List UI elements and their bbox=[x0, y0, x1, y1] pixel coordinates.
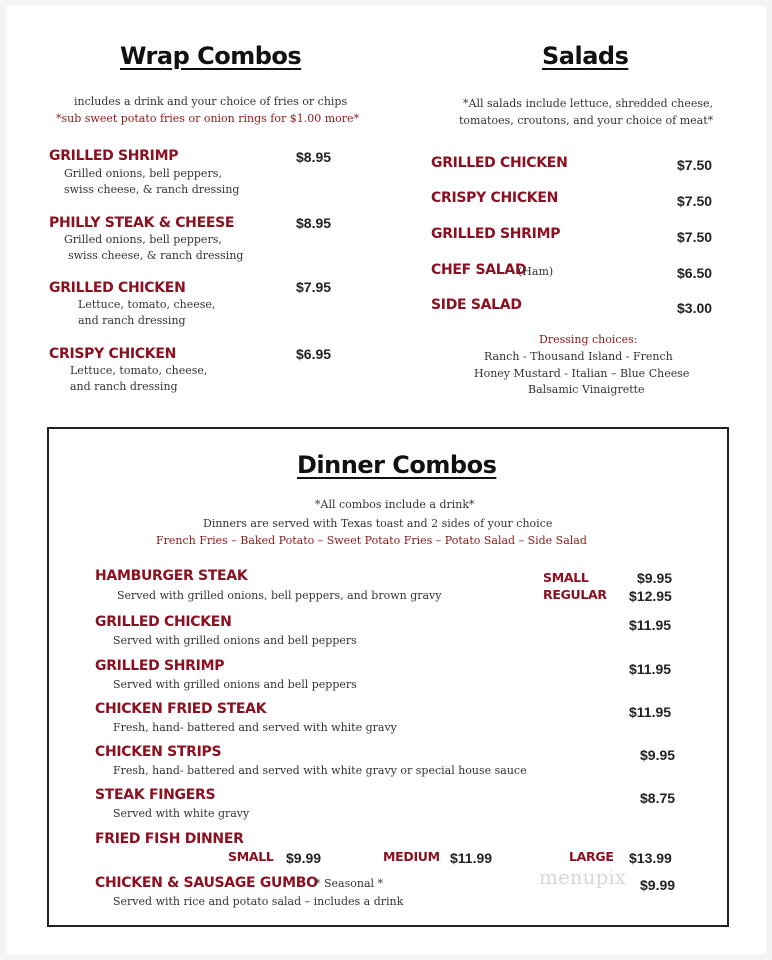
wrap-item-name: CRISPY CHICKEN bbox=[49, 346, 177, 362]
salad-item-price: $3.00 bbox=[677, 300, 713, 316]
wrap-item-desc: swiss cheese, & ranch dressing bbox=[64, 183, 240, 196]
dinner-item-price: $11.95 bbox=[629, 617, 672, 633]
dinner-item-name: GRILLED CHICKEN bbox=[95, 614, 232, 630]
dinner-item-price: $8.75 bbox=[640, 790, 676, 806]
dinner-item-desc: Fresh, hand- battered and served with white gravy or special house sauce bbox=[113, 764, 527, 777]
salad-item-name: GRILLED SHRIMP bbox=[431, 226, 561, 242]
dinner-item-price: $9.99 bbox=[640, 877, 676, 893]
dinner-item-price: $9.95 bbox=[640, 747, 676, 763]
wrap-item-price: $8.95 bbox=[296, 149, 332, 165]
wrap-item-desc: and ranch dressing bbox=[78, 314, 186, 327]
wrap-item-price: $6.95 bbox=[296, 346, 332, 362]
wrap-item-name: PHILLY STEAK & CHEESE bbox=[49, 215, 235, 231]
size-label: LARGE bbox=[569, 849, 614, 864]
size-label: SMALL bbox=[228, 849, 274, 864]
salad-item-price: $7.50 bbox=[677, 193, 713, 209]
wrap-item-name: GRILLED SHRIMP bbox=[49, 148, 179, 164]
dinner-item-price: $11.99 bbox=[450, 850, 493, 866]
dinner-sides: French Fries – Baked Potato – Sweet Potato Fries – Potato Salad – Side Salad bbox=[156, 534, 587, 547]
wrap-sub-note: *sub sweet potato fries or onion rings for $1.00 more* bbox=[56, 112, 360, 125]
dinner-item-price: $9.99 bbox=[286, 850, 322, 866]
menu-page bbox=[6, 6, 766, 954]
dressing-line: Balsamic Vinaigrette bbox=[528, 383, 645, 396]
dressing-title: Dressing choices: bbox=[539, 333, 638, 346]
dinner-item-name: FRIED FISH DINNER bbox=[95, 831, 244, 847]
dinner-note: Dinners are served with Texas toast and 2 sides of your choice bbox=[203, 517, 553, 530]
dinner-item-name: CHICKEN STRIPS bbox=[95, 744, 222, 760]
dinner-item-price: $11.95 bbox=[629, 704, 672, 720]
dinner-item-desc: Served with white gravy bbox=[113, 807, 250, 820]
dinner-item-name: GRILLED SHRIMP bbox=[95, 658, 225, 674]
salad-item-extra: (Ham) bbox=[518, 265, 554, 278]
dinner-item-name: STEAK FINGERS bbox=[95, 787, 216, 803]
dinner-item-desc: Served with grilled onions and bell peppers bbox=[113, 678, 357, 691]
dinner-item-price: $13.99 bbox=[629, 850, 672, 866]
dinner-item-desc: Served with grilled onions, bell peppers, and brown gravy bbox=[117, 589, 442, 602]
watermark-logo: menupix bbox=[539, 865, 627, 889]
dinner-item-price: $9.95 bbox=[637, 570, 673, 586]
dinner-item-name: HAMBURGER STEAK bbox=[95, 568, 248, 584]
wrap-item-name: GRILLED CHICKEN bbox=[49, 280, 186, 296]
salad-item-name: SIDE SALAD bbox=[431, 297, 522, 313]
wrap-item-desc: Grilled onions, bell peppers, bbox=[64, 233, 222, 246]
dinner-combos-box bbox=[47, 427, 729, 927]
salad-item-name: CRISPY CHICKEN bbox=[431, 190, 559, 206]
salad-item-price: $7.50 bbox=[677, 157, 713, 173]
wrap-item-desc: Lettuce, tomato, cheese, bbox=[78, 298, 216, 311]
dinner-item-price: $12.95 bbox=[629, 588, 672, 604]
salad-item-price: $7.50 bbox=[677, 229, 713, 245]
dressing-line: Honey Mustard - Italian – Blue Cheese bbox=[474, 367, 690, 380]
wrap-note: includes a drink and your choice of fries or chips bbox=[74, 95, 348, 108]
dinner-note: *All combos include a drink* bbox=[315, 498, 475, 511]
salads-note: tomatoes, croutons, and your choice of meat* bbox=[459, 114, 714, 127]
salads-heading: Salads bbox=[542, 42, 629, 70]
wrap-item-price: $8.95 bbox=[296, 215, 332, 231]
dinner-item-desc: Served with grilled onions and bell peppers bbox=[113, 634, 357, 647]
dressing-line: Ranch - Thousand Island - French bbox=[484, 350, 673, 363]
wrap-item-desc: Grilled onions, bell peppers, bbox=[64, 167, 222, 180]
dinner-item-desc: Served with rice and potato salad – includes a drink bbox=[113, 895, 404, 908]
salad-item-name: CHEF SALAD bbox=[431, 262, 527, 278]
size-label: MEDIUM bbox=[383, 849, 440, 864]
size-label: REGULAR bbox=[543, 587, 607, 602]
wrap-item-desc: Lettuce, tomato, cheese, bbox=[70, 364, 208, 377]
wrap-item-desc: and ranch dressing bbox=[70, 380, 178, 393]
dinner-item-price: $11.95 bbox=[629, 661, 672, 677]
salad-item-price: $6.50 bbox=[677, 265, 713, 281]
wrap-item-price: $7.95 bbox=[296, 279, 332, 295]
dinner-item-name: CHICKEN FRIED STEAK bbox=[95, 701, 267, 717]
size-label: SMALL bbox=[543, 570, 589, 585]
dinner-combos-heading: Dinner Combos bbox=[297, 451, 497, 479]
wrap-combos-heading: Wrap Combos bbox=[120, 42, 302, 70]
salads-note: *All salads include lettuce, shredded cheese, bbox=[463, 97, 714, 110]
dinner-item-name: CHICKEN & SAUSAGE GUMBO bbox=[95, 875, 318, 891]
dinner-item-desc: Fresh, hand- battered and served with white gravy bbox=[113, 721, 397, 734]
seasonal-note: * Seasonal * bbox=[315, 877, 384, 890]
wrap-item-desc: swiss cheese, & ranch dressing bbox=[68, 249, 244, 262]
salad-item-name: GRILLED CHICKEN bbox=[431, 155, 568, 171]
